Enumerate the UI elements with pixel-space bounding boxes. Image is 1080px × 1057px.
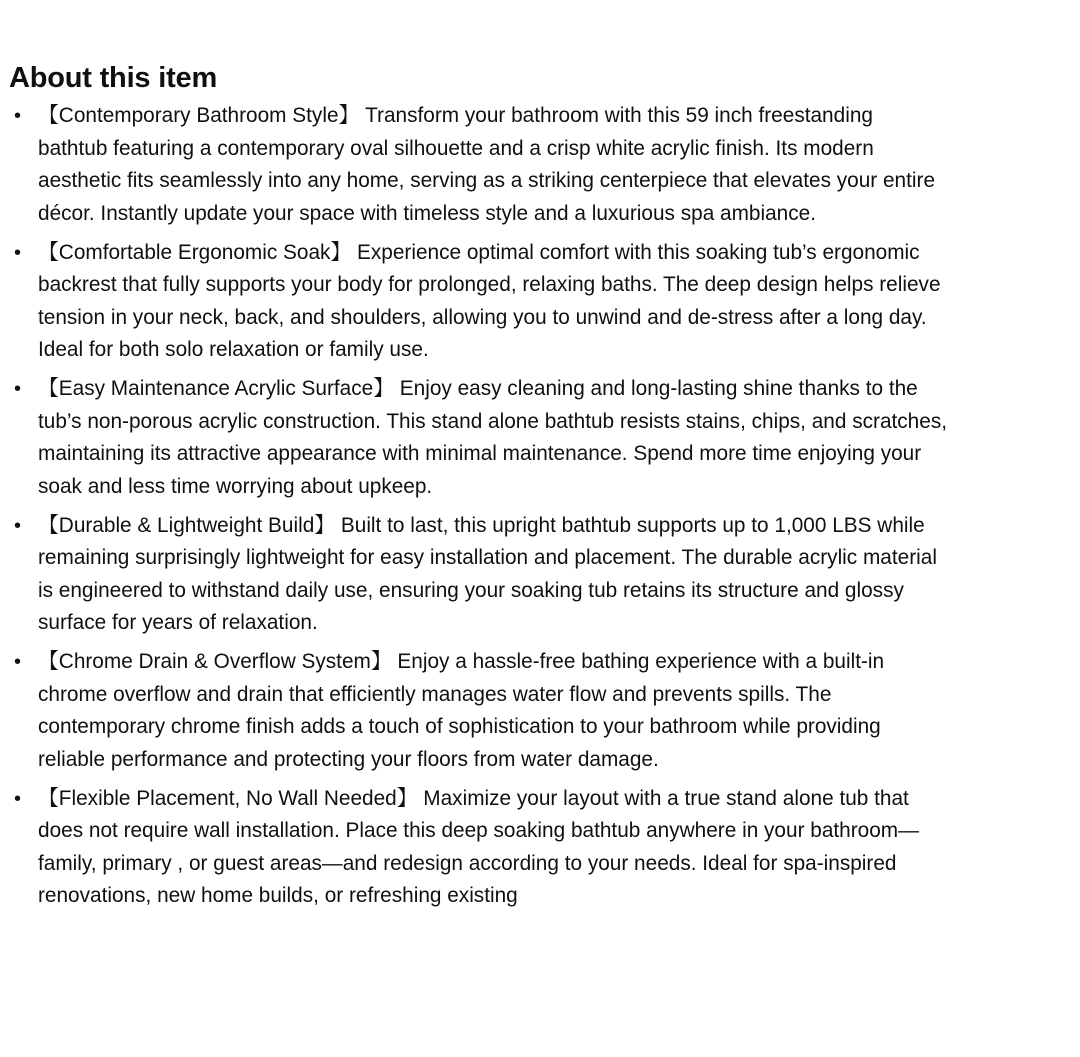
bullet-dot-icon: • bbox=[14, 651, 22, 673]
bullet-heading: 【Easy Maintenance Acrylic Surface】 bbox=[38, 377, 395, 400]
bullet-heading: 【Comfortable Ergonomic Soak】 bbox=[38, 240, 352, 264]
feature-bullet bbox=[9, 237, 948, 367]
bullet-text: Transform your bathroom with this 59 inch freestanding bathtub featuring a contemporary oval silhouette and a crisp white acrylic finish. Its modern aesthetic fits seamlessly into any home, serving as a striking centerpiece that elevates your entire décor. Instantly update your space with timeless style and a luxurious spa ambiance. bbox=[38, 104, 936, 225]
feature-bullet bbox=[9, 510, 948, 640]
feature-bullet bbox=[9, 100, 948, 230]
about-this-item-section bbox=[9, 58, 969, 919]
bullet-text: Experience optimal comfort with this soaking tub’s ergonomic backrest that fully supports your body for prolonged, relaxing baths. The deep design helps relieve tension in your neck, back, and shoulders, allowing you to unwind and de-stress after a long day. Ideal for both solo relaxation or family use. bbox=[38, 240, 941, 361]
feature-bullet bbox=[9, 373, 948, 503]
bullet-text: Maximize your layout with a true stand alone tub that does not require wall installation. Place this deep soaking bathtub anywhere in your bathroom—family, primary , or guest areas—and redesign according to your needs. Ideal for spa-inspired renovations, new home builds, or refreshing existing bbox=[38, 786, 919, 907]
feature-bullet bbox=[9, 646, 948, 776]
bullet-dot-icon: • bbox=[14, 514, 22, 537]
bullet-text: Enjoy easy cleaning and long-lasting shine thanks to the tub’s non-porous acrylic construction. This stand alone bathtub resists stains, chips, and scratches, maintaining its attractive appearance with minimal maintenance. Spend more time enjoying your soak and less time worrying about upkeep. bbox=[38, 377, 947, 498]
bullet-dot-icon: • bbox=[14, 378, 22, 400]
bullet-heading: 【Flexible Placement, No Wall Needed】 bbox=[38, 786, 418, 810]
bullet-dot-icon: • bbox=[14, 105, 22, 127]
feature-bullet bbox=[9, 783, 948, 913]
bullet-heading: 【Durable & Lightweight Build】 bbox=[38, 513, 336, 537]
feature-bullet-list bbox=[9, 100, 969, 913]
bullet-text: Built to last, this upright bathtub supports up to 1,000 LBS while remaining surprisingly lightweight for easy installation and placement. The durable acrylic material is engineered to withstand daily use, ensuring your soaking tub retains its structure and glossy surface for years of relaxation. bbox=[38, 513, 937, 634]
bullet-heading: 【Chrome Drain & Overflow System】 bbox=[38, 650, 392, 673]
bullet-heading: 【Contemporary Bathroom Style】 bbox=[38, 104, 360, 127]
bullet-dot-icon: • bbox=[14, 787, 22, 810]
section-title: About this item bbox=[9, 62, 218, 94]
bullet-dot-icon: • bbox=[14, 241, 22, 264]
bullet-text: Enjoy a hassle-free bathing experience with a built-in chrome overflow and drain that efficiently manages water flow and prevents spills. The contemporary chrome finish adds a touch of sophistication to your bathroom while providing reliable performance and protecting your floors from water damage. bbox=[38, 650, 885, 771]
